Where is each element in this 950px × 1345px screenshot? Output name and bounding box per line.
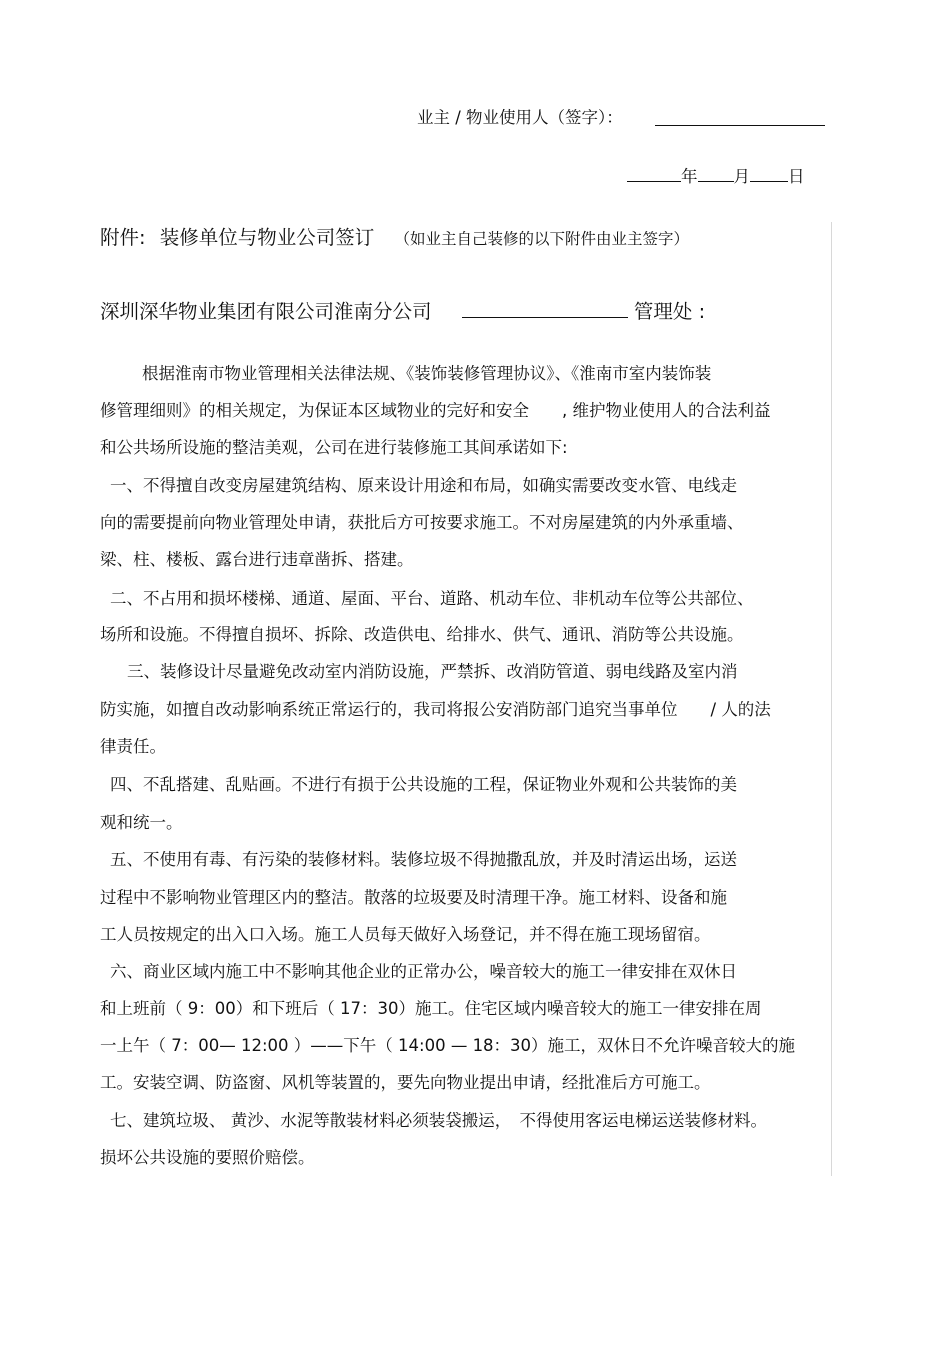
body-line: 三、装修设计尽量避免改动室内消防设施，严禁拆、改消防管道、弱电线路及室内消 bbox=[127, 662, 738, 681]
body-line: 一、不得擅自改变房屋建筑结构、原来设计用途和布局，如确实需要改变水管、电线走 bbox=[110, 476, 737, 495]
body-line: 七、建筑垃圾、 黄沙、水泥等散装材料必须装袋搬运， 不得使用客运电梯运送装修材料。 bbox=[110, 1111, 767, 1130]
body-line: 过程中不影响物业管理区内的整洁。散落的垃圾要及时清理干净。施工材料、设备和施 bbox=[100, 888, 727, 907]
body-line: 工。安装空调、防盗窗、风机等装置的，要先向物业提出申请，经批准后方可施工。 bbox=[100, 1073, 711, 1092]
owner-signature-label: 业主 / 物业使用人（签字）： bbox=[417, 108, 623, 127]
year-label: 年 bbox=[681, 167, 698, 186]
body-line: 场所和设施。不得擅自损坏、拆除、改造供电、给排水、供气、通讯、消防等公共设施。 bbox=[100, 625, 744, 644]
month-label: 月 bbox=[733, 167, 750, 186]
body-line: 梁、柱、楼板、露台进行违章凿拆、搭建。 bbox=[100, 550, 414, 569]
body-line: 四、不乱搭建、乱贴画。不进行有损于公共设施的工程，保证物业外观和公共装饰的美 bbox=[110, 775, 737, 794]
body-line: 律责任。 bbox=[100, 737, 166, 756]
body-line: 五、不使用有毒、有污染的装修材料。装修垃圾不得抛撒乱放，并及时清运出场，运送 bbox=[110, 850, 737, 869]
body-line: 修管理细则》的相关规定，为保证本区域物业的完好和安全 , 维护物业使用人的合法利益 bbox=[100, 401, 771, 420]
management-office-blank[interactable] bbox=[462, 297, 628, 318]
owner-signature-blank[interactable] bbox=[655, 125, 825, 126]
month-blank[interactable] bbox=[698, 165, 734, 182]
body-line: 和上班前（ 9：00）和下班后（ 17：30）施工。住宅区域内噪音较大的施工一律安排在周 bbox=[100, 999, 762, 1018]
body-line: 向的需要提前向物业管理处申请，获批后方可按要求施工。不对房屋建筑的内外承重墙、 bbox=[100, 513, 744, 532]
attachment-heading bbox=[100, 226, 689, 251]
company-name: 深圳深华物业集团有限公司淮南分公司 bbox=[100, 300, 432, 323]
page-edge-rule bbox=[831, 222, 832, 1176]
body-line: 一上午（ 7：00— 12:00 ）——下午（ 14:00 — 18：30）施工，双休日不允许噪音较大的施 bbox=[100, 1036, 796, 1055]
body-line: 二、不占用和损坏楼梯、通道、屋面、平台、道路、机动车位、非机动车位等公共部位、 bbox=[110, 589, 754, 608]
management-office-label: 管理处 : bbox=[633, 300, 706, 323]
attachment-title: 装修单位与物业公司签订 bbox=[159, 226, 375, 249]
day-label: 日 bbox=[788, 167, 805, 186]
day-blank[interactable] bbox=[750, 165, 788, 182]
date-line bbox=[627, 165, 805, 187]
body-line: 和公共场所设施的整洁美观，公司在进行装修施工其间承诺如下: bbox=[100, 438, 568, 457]
body-line: 工人员按规定的出入口入场。施工人员每天做好入场登记，并不得在施工现场留宿。 bbox=[100, 925, 711, 944]
year-blank[interactable] bbox=[627, 165, 681, 182]
attachment-note: （如业主自己装修的以下附件由业主签字） bbox=[394, 230, 690, 248]
body-line: 损坏公共设施的要照价赔偿。 bbox=[100, 1148, 315, 1167]
body-line: 根据淮南市物业管理相关法律法规、《装饰装修管理协议》、《淮南市室内装饰装 bbox=[142, 364, 712, 383]
attachment-label: 附件: bbox=[100, 226, 146, 249]
body-line: 防实施，如擅自改动影响系统正常运行的，我司将报公安消防部门追究当事单位 / 人的法 bbox=[100, 700, 771, 719]
addressee-line bbox=[100, 297, 705, 324]
body-line: 六、商业区域内施工中不影响其他企业的正常办公，噪音较大的施工一律安排在双休日 bbox=[110, 962, 737, 981]
body-line: 观和统一。 bbox=[100, 813, 183, 832]
